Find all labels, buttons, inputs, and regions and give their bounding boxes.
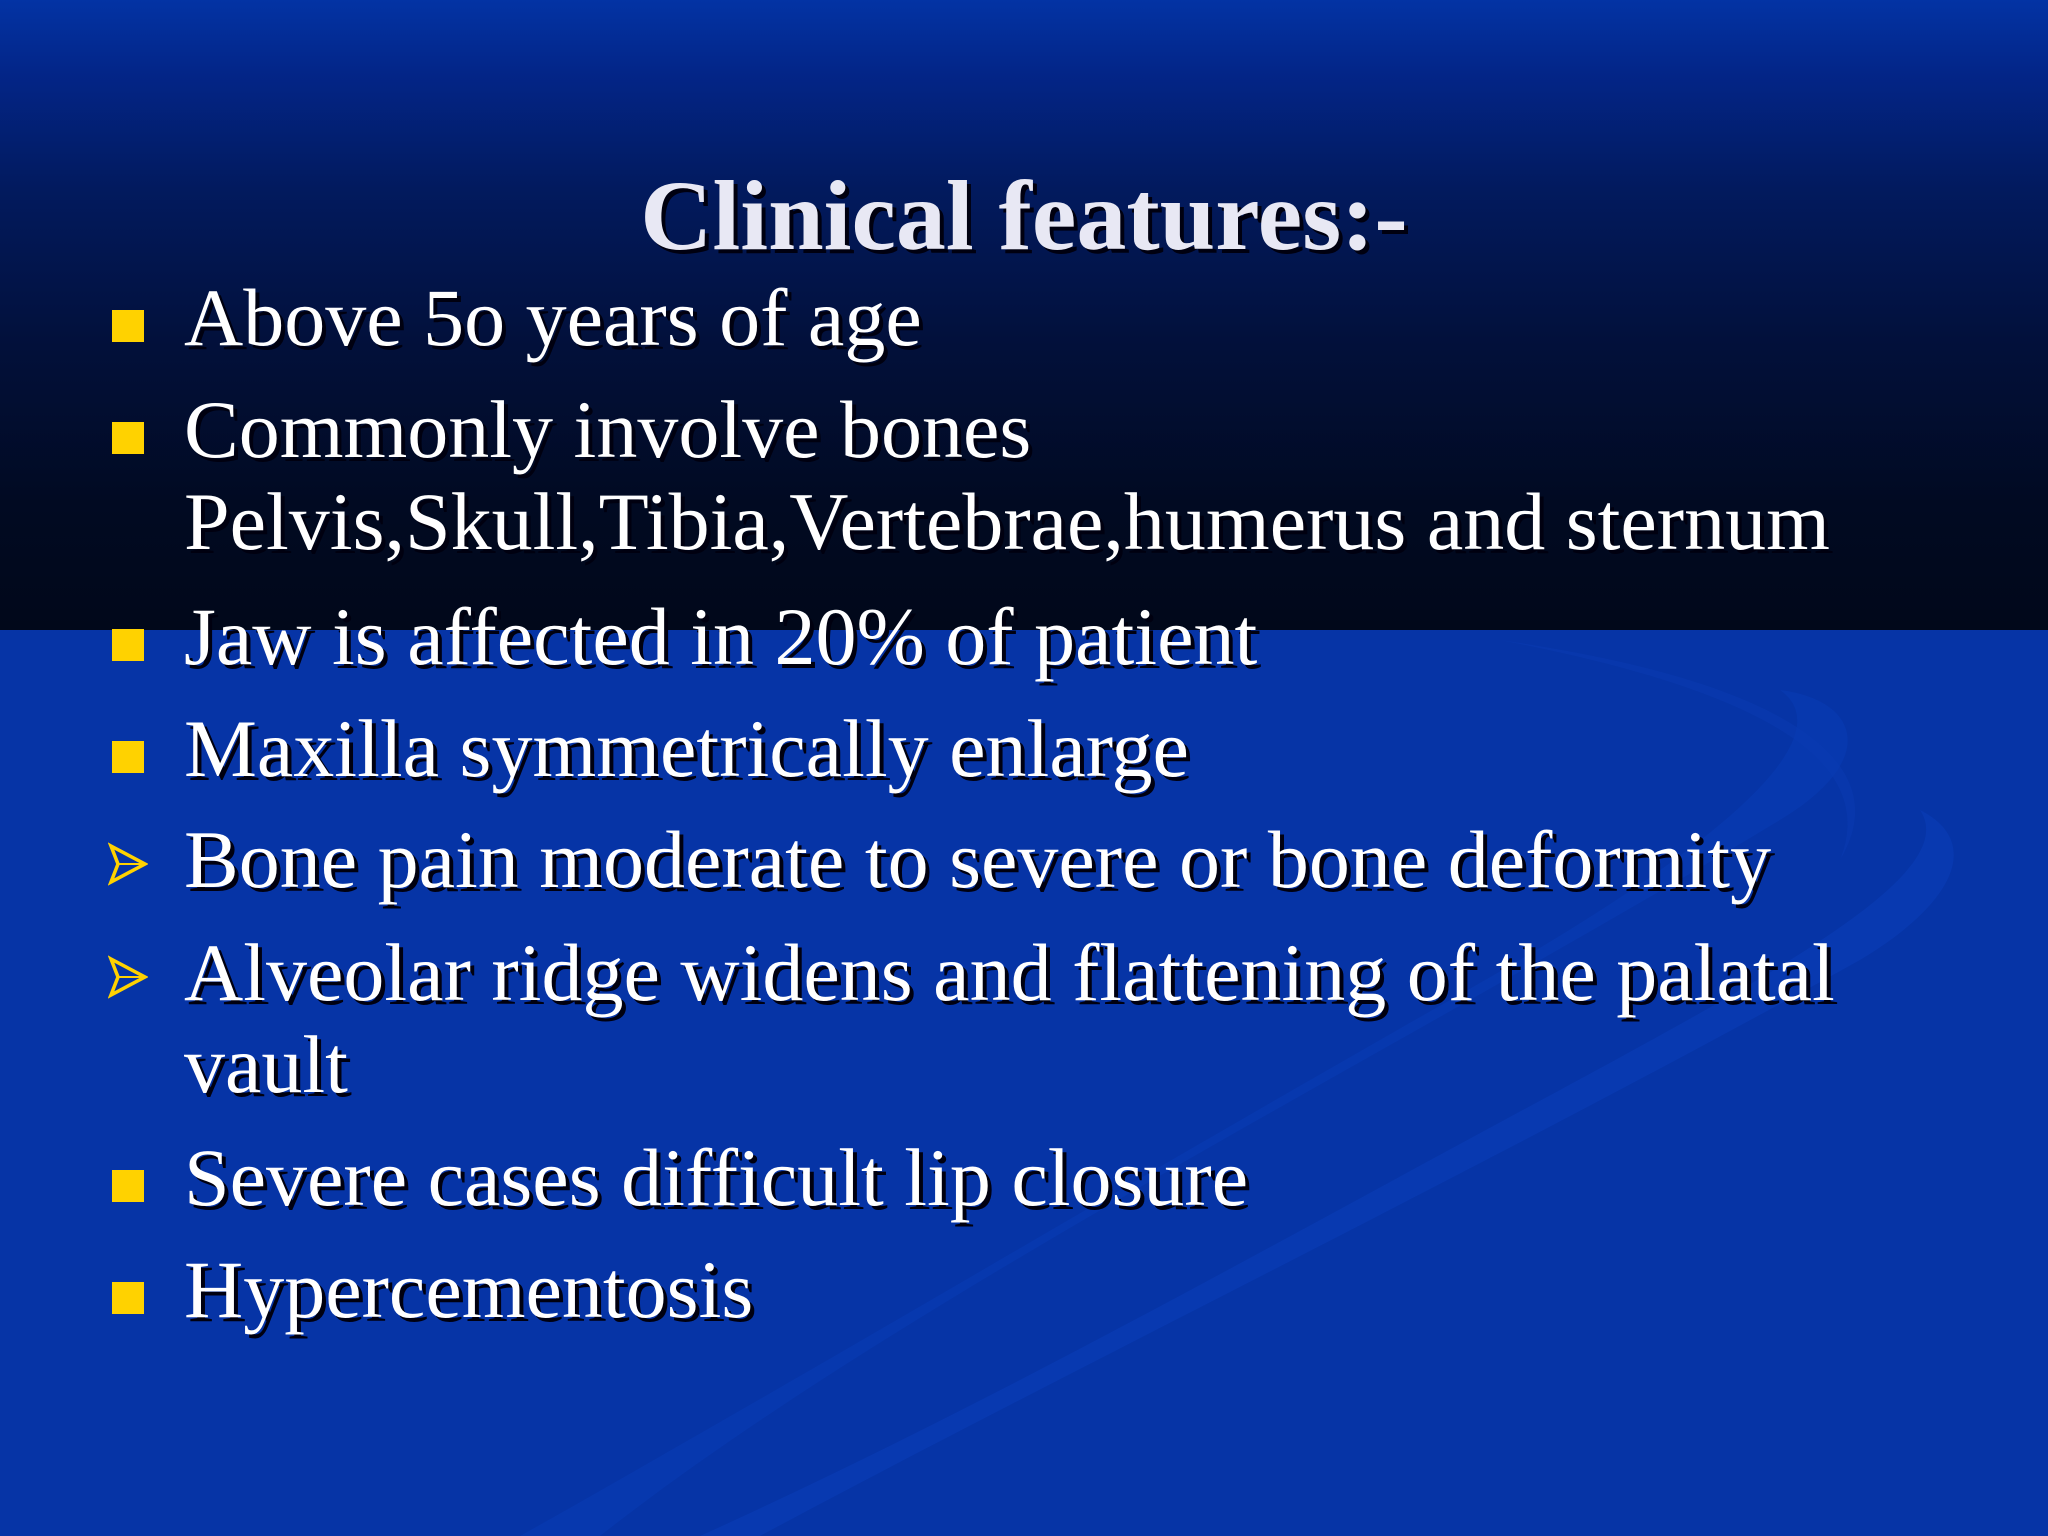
bullet-line: Maxilla symmetrically enlarge (184, 703, 1189, 794)
square-bullet-icon (112, 422, 144, 454)
square-bullet-icon (112, 1282, 144, 1314)
arrow-bullet-icon (108, 955, 148, 999)
square-bullet-icon (112, 741, 144, 773)
slide-title: Clinical features:- (640, 160, 1408, 271)
bullet-line: Pelvis,Skull,Tibia,Vertebrae,humerus and sternum (184, 476, 1830, 567)
square-bullet-icon (112, 310, 144, 342)
bullet-line: Above 5o years of age (184, 272, 922, 363)
square-bullet-icon (112, 1170, 144, 1202)
bullet-text (184, 1132, 1248, 1224)
bullet-line: Bone pain moderate to severe or bone deformity (184, 814, 1772, 905)
arrow-bullet-icon (108, 842, 148, 886)
bullet-line: Jaw is affected in 20% of patient (184, 591, 1258, 682)
bullet-line: Severe cases difficult lip closure (184, 1132, 1249, 1223)
bullet-line: Commonly involve bones (184, 384, 1032, 475)
bullet-text (184, 384, 1830, 568)
bullet-text (184, 703, 1189, 795)
square-bullet-icon (112, 629, 144, 661)
bullet-text (184, 1244, 753, 1336)
bullet-text (184, 927, 1835, 1111)
bullet-line: vault (184, 1019, 348, 1110)
bullet-text (184, 591, 1257, 683)
bullet-text (184, 814, 1771, 906)
bullet-text (184, 272, 922, 364)
bullet-line: Hypercementosis (184, 1244, 754, 1335)
bullet-line: Alveolar ridge widens and flattening of the palatal (184, 927, 1835, 1018)
